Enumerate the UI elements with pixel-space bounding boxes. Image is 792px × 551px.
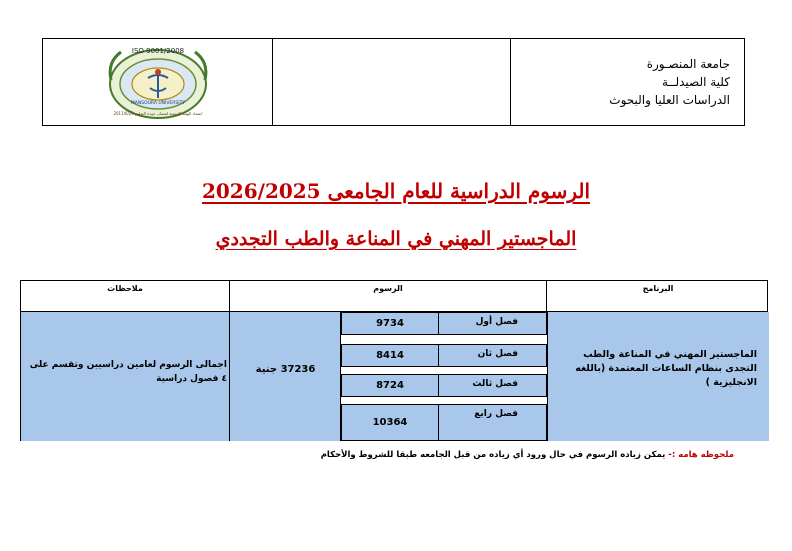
logo-english-text: MANSOURA UNIVERSITY bbox=[130, 101, 185, 106]
notes-cell bbox=[21, 312, 230, 441]
footnote bbox=[321, 450, 734, 460]
total-fees: 37236 جنية bbox=[255, 364, 316, 375]
empty-header-cell bbox=[273, 39, 511, 125]
semester-fees bbox=[341, 312, 547, 441]
semester-name: فصل ثان bbox=[477, 349, 518, 359]
university-name: جامعة المنصـورة bbox=[646, 57, 730, 71]
semester-amount: 10364 bbox=[342, 405, 439, 440]
footnote-text: يمكن زياده الرسوم في حال ورود أي زياده من قبل الجامعه طبقا للشروط والأحكام bbox=[320, 450, 669, 460]
footnote-label: ملحوظه هامه :- bbox=[668, 450, 734, 460]
department-name: الدراسات العليا والبحوث bbox=[609, 93, 730, 107]
faculty-name: كلية الصيدلــة bbox=[662, 75, 730, 89]
semester-row bbox=[341, 374, 547, 397]
semester-name: فصل رابع bbox=[474, 409, 518, 419]
logo-iso-text: ISO 9001/2008 bbox=[131, 47, 184, 55]
program-title: الماجستير المهني في المناعة والطب التجددي bbox=[215, 228, 577, 250]
semester-amount: 8724 bbox=[342, 375, 439, 396]
semester-amount: 8414 bbox=[342, 345, 439, 366]
logo-ring-text: اعتماد الهيئة القومية لضمان جودة التعليم 2011/6/29 bbox=[112, 111, 203, 116]
semester-name: فصل أول bbox=[475, 317, 518, 327]
semester-name: فصل ثالث bbox=[472, 379, 518, 389]
logo-cell bbox=[43, 39, 273, 125]
letterhead bbox=[42, 38, 745, 126]
fees-title: الرسوم الدراسية للعام الجامعى 2026/2025 bbox=[201, 179, 591, 203]
semester-amount: 9734 bbox=[342, 313, 439, 334]
program-cell bbox=[547, 312, 769, 441]
semester-row bbox=[341, 404, 547, 441]
faculty-logo-icon bbox=[103, 42, 213, 122]
program-name: الماجستير المهني في المناعة والطب التجدى بنظام الساعات المعتمدة (باللغه الانجليزية ) bbox=[575, 349, 757, 388]
semester-row bbox=[341, 312, 547, 335]
header-notes: ملاحظات bbox=[21, 281, 230, 311]
semester-row bbox=[341, 344, 547, 367]
total-cell bbox=[230, 312, 341, 441]
notes-text: اجمالى الرسوم لعامين دراسيين وتقسم على ٤ فصول دراسية bbox=[29, 360, 227, 384]
header-fees: الرسوم bbox=[230, 281, 547, 311]
fees-table bbox=[20, 280, 768, 441]
institution-block bbox=[511, 39, 744, 125]
header-program: البرنامج bbox=[642, 284, 674, 293]
